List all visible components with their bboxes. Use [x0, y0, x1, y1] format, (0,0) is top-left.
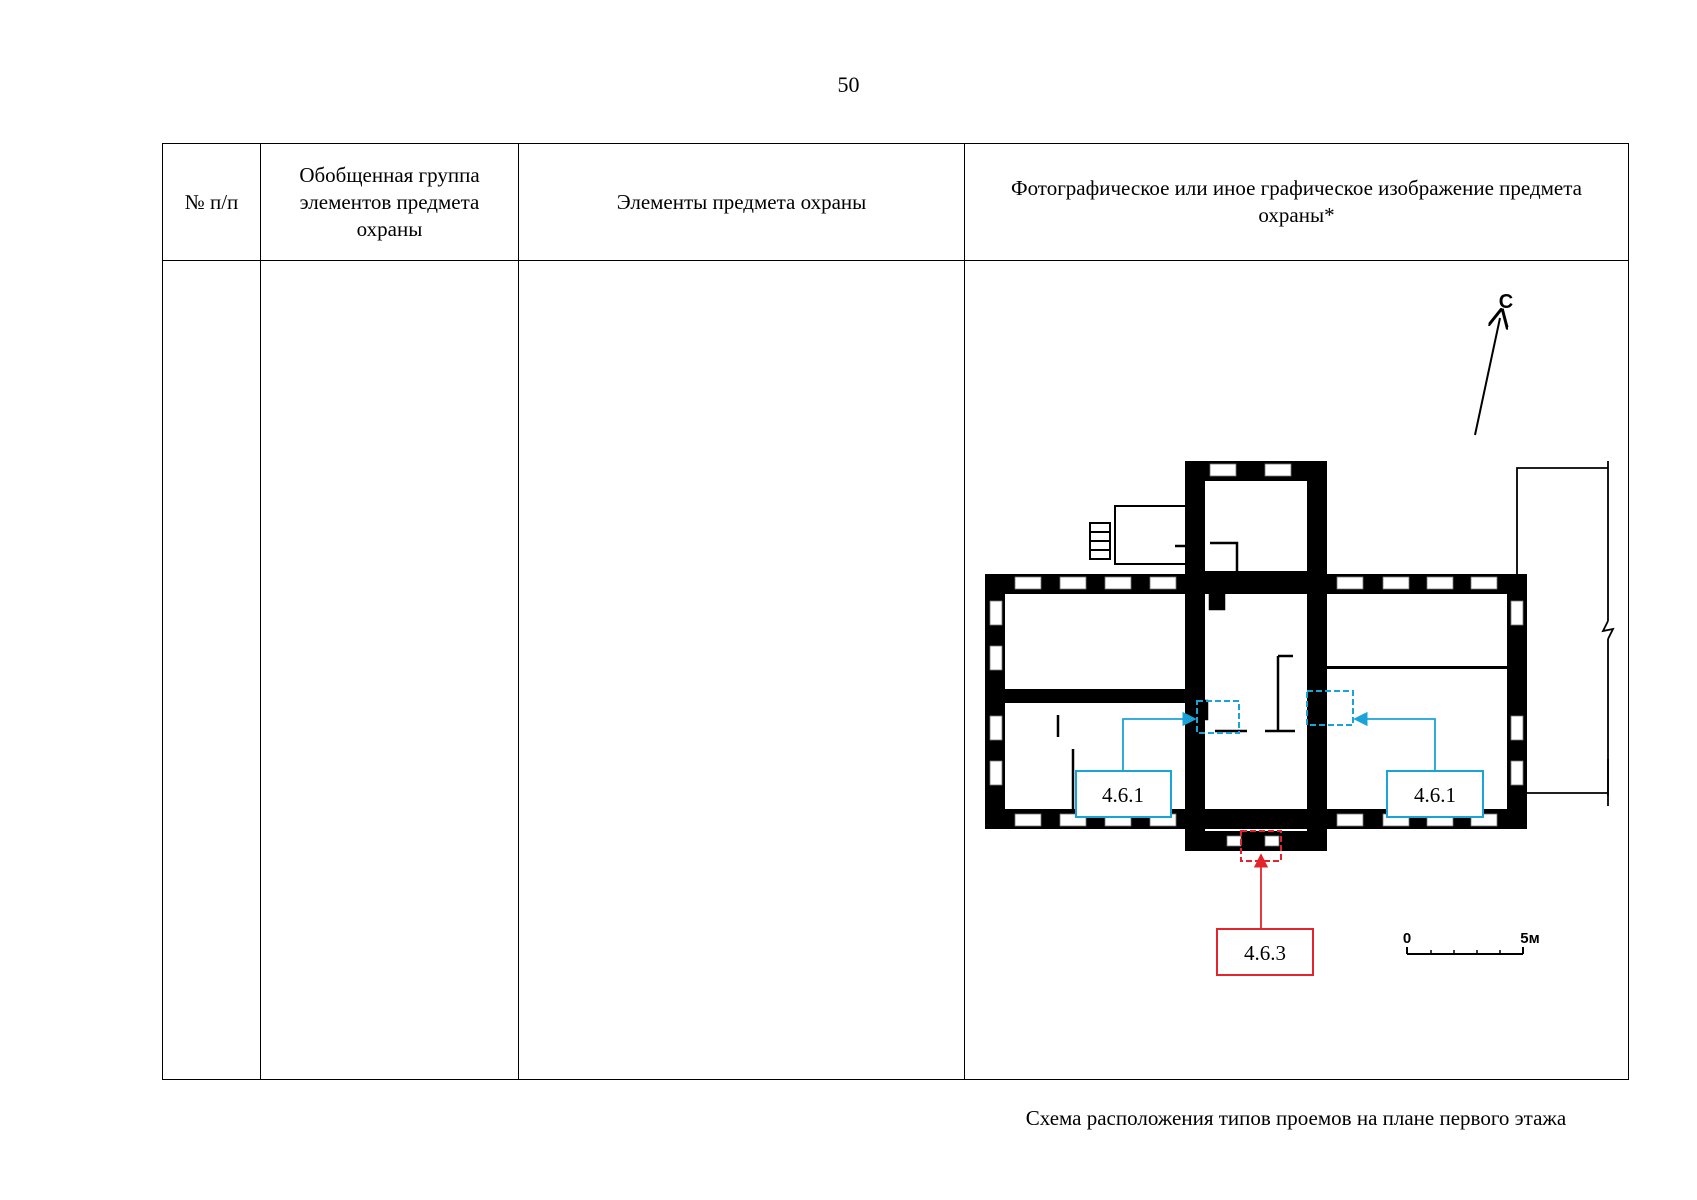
callout-4-6-1-left [1076, 701, 1239, 817]
callout-4-6-3 [1217, 831, 1313, 975]
cell-floor-plan [965, 261, 1629, 1130]
adjoining-building [1517, 461, 1613, 806]
page-number: 50 [837, 72, 860, 97]
header-elements: Элементы предмета охраны [519, 144, 965, 261]
scale-bar [1403, 930, 1540, 954]
scale-start-label: 0 [1402, 930, 1412, 947]
callout-label: 4.6.3 [1244, 941, 1286, 965]
callout-label: 4.6.1 [1102, 783, 1144, 807]
floor-plan-drawing [965, 261, 1627, 1079]
table-header-row [163, 144, 1629, 261]
callout-4-6-1-right [1307, 691, 1483, 817]
cell-group [261, 261, 519, 1080]
heritage-table [162, 143, 1629, 1130]
header-number: № п/п [163, 144, 261, 261]
north-arrow [1475, 291, 1513, 435]
table-row [163, 261, 1629, 1080]
callout-label: 4.6.1 [1414, 783, 1456, 807]
plan-caption: Схема расположения типов проемов на плане первого этажа [1025, 1106, 1567, 1130]
header-group: Обобщенная группа элементов предмета охраны [261, 144, 519, 261]
north-label: С [1498, 291, 1514, 313]
cell-elements [519, 261, 965, 1080]
porch-stairs [1090, 506, 1185, 564]
cell-number [163, 261, 261, 1080]
scale-end-label: 5м [1520, 930, 1540, 947]
header-image: Фотографическое или иное графическое изображение предмета охраны* [965, 144, 1629, 261]
